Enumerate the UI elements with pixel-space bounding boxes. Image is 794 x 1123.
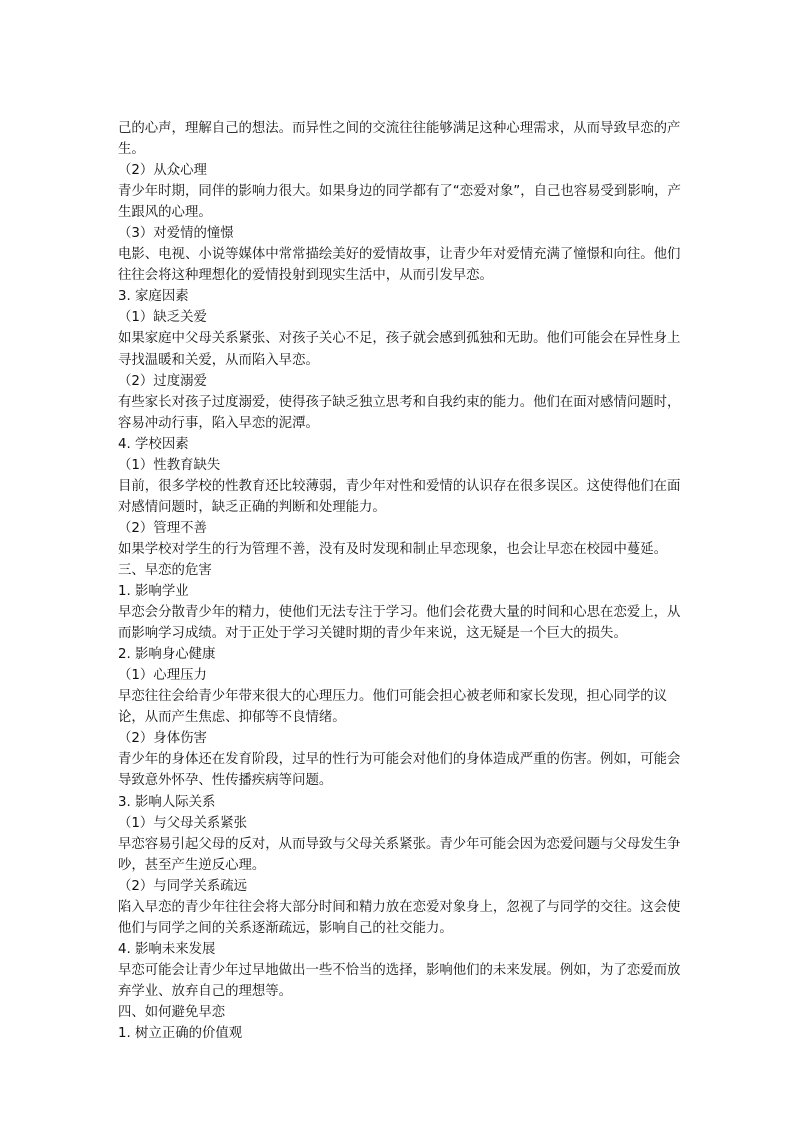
paragraph: 有些家长对孩子过度溺爱，使得孩子缺乏独立思考和自我约束的能力。他们在面对感情问题时，容易冲动行事，陷入早恋的泥潭。 [118,394,681,431]
subheading: （1）与父母关系紧张 [118,815,248,831]
section-heading: 3. 影响人际关系 [118,794,216,810]
section-heading: 4. 影响未来发展 [118,941,216,957]
subheading: （1）心理压力 [118,668,207,684]
subheading: （1）缺乏关爱 [118,310,207,326]
paragraph: 青少年时期，同伴的影响力很大。如果身边的同学都有了“恋爱对象”，自己也容易受到影响，产生跟风的心理。 [118,184,681,221]
section-heading: 2. 影响身心健康 [118,647,216,663]
paragraph: 电影、电视、小说等媒体中常常描绘美好的爱情故事，让青少年对爱情充满了憧憬和向往。他们往往会将这种理想化的爱情投射到现实生活中，从而引发早恋。 [118,247,681,284]
section-heading: 4. 学校因素 [118,436,189,452]
section-heading: 3. 家庭因素 [118,289,189,305]
paragraph: 己的心声，理解自己的想法。而异性之间的交流往往能够满足这种心理需求，从而导致早恋的产生。 [118,121,681,158]
chapter-heading: 四、如何避免早恋 [118,1004,226,1020]
subheading: （1）性教育缺失 [118,457,221,473]
section-heading: 1. 影响学业 [118,584,189,600]
paragraph: 早恋往往会给青少年带来很大的心理压力。他们可能会担心被老师和家长发现，担心同学的议论，从而产生焦虑、抑郁等不良情绪。 [118,689,668,726]
subheading: （2）过度溺爱 [118,373,207,389]
paragraph: 早恋会分散青少年的精力，使他们无法专注于学习。他们会花费大量的时间和心思在恋爱上，从而影响学习成绩。对于正处于学习关键时期的青少年来说，这无疑是一个巨大的损失。 [118,605,681,642]
paragraph: 陷入早恋的青少年往往会将大部分时间和精力放在恋爱对象身上，忽视了与同学的交往。这会使他们与同学之间的关系逐渐疏远，影响自己的社交能力。 [118,899,681,936]
paragraph: 如果家庭中父母关系紧张、对孩子关心不足，孩子就会感到孤独和无助。他们可能会在异性身上寻找温暖和关爱，从而陷入早恋。 [118,331,681,368]
paragraph: 早恋可能会让青少年过早地做出一些不恰当的选择，影响他们的未来发展。例如，为了恋爱而放弃学业、放弃自己的理想等。 [118,962,681,999]
subheading: （2）与同学关系疏远 [118,878,248,894]
chapter-heading: 三、早恋的危害 [118,562,212,578]
paragraph: 早恋容易引起父母的反对，从而导致与父母关系紧张。青少年可能会因为恋爱问题与父母发生争吵，甚至产生逆反心理。 [118,836,681,873]
paragraph: 目前，很多学校的性教育还比较薄弱，青少年对性和爱情的认识存在很多误区。这使得他们在面对感情问题时，缺乏正确的判断和处理能力。 [118,478,681,515]
subheading: （3）对爱情的憧憬 [118,226,234,242]
document-body [118,118,682,1044]
subheading: （2）从众心理 [118,163,207,179]
paragraph: 如果学校对学生的行为管理不善，没有及时发现和制止早恋现象，也会让早恋在校园中蔓延。 [118,541,668,557]
section-heading: 1. 树立正确的价值观 [118,1026,243,1042]
paragraph: 青少年的身体还在发育阶段，过早的性行为可能会对他们的身体造成严重的伤害。例如，可能会导致意外怀孕、性传播疾病等问题。 [118,752,681,789]
subheading: （2）身体伤害 [118,731,207,747]
subheading: （2）管理不善 [118,520,207,536]
